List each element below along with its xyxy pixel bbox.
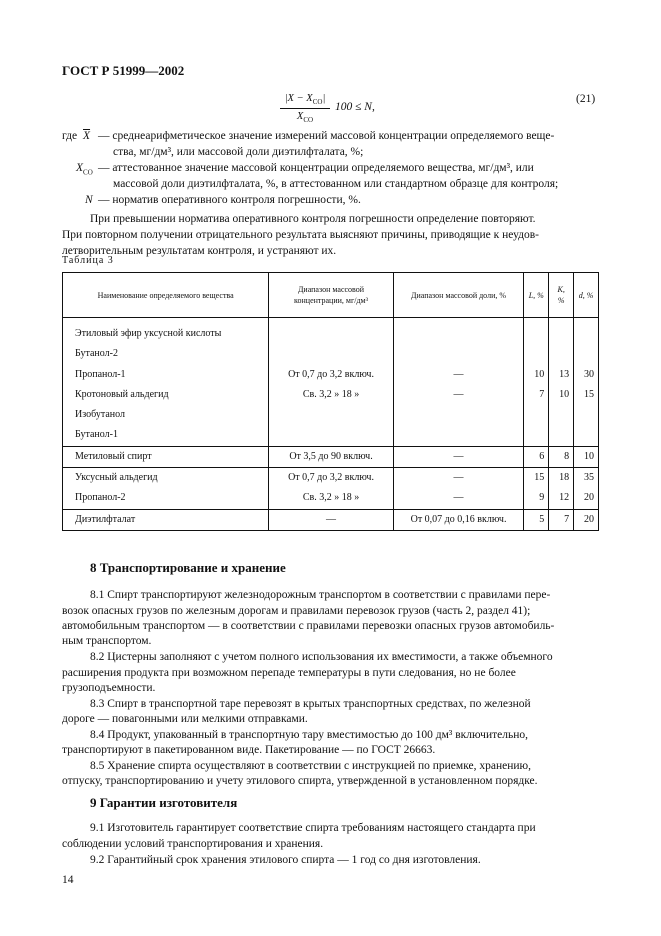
s8-line: возок опасных грузов по железным дорогам и правилами перевозок грузов (часть 2, раздел 41); <box>62 605 531 617</box>
section-9-title: 9 Гарантии изготовителя <box>90 795 238 810</box>
cell-fraction <box>393 425 524 446</box>
table-row <box>63 344 599 364</box>
cell-k: 7 <box>549 509 574 530</box>
cell-concentration: Св. 3,2 » 18 » <box>269 385 393 405</box>
formula-number: (21) <box>576 93 596 105</box>
cell-substance: Этиловый эфир уксусной кислоты <box>63 318 269 345</box>
cell-concentration: Св. 3,2 » 18 » <box>269 488 393 509</box>
cell-substance: Пропанол-1 <box>63 365 269 385</box>
header-concentration: Диапазон массовой концентрации, мг/дм³ <box>269 273 393 318</box>
page-number: 14 <box>62 874 74 886</box>
cell-d <box>574 425 599 446</box>
cell-fraction: — <box>393 365 524 385</box>
cell-fraction <box>393 318 524 345</box>
table-row <box>63 318 599 345</box>
cell-l <box>524 344 549 364</box>
cell-l <box>524 425 549 446</box>
cell-l: 6 <box>524 446 549 467</box>
cell-concentration: От 0,7 до 3,2 включ. <box>269 468 393 489</box>
cell-d <box>574 318 599 345</box>
cell-substance: Диэтилфталат <box>63 509 269 530</box>
cell-concentration <box>269 425 393 446</box>
header-fraction: Диапазон массовой доли, % <box>393 273 524 318</box>
formula-denominator: $X_{СО}$ <box>296 111 314 125</box>
table-row <box>63 446 599 467</box>
cell-d <box>574 344 599 364</box>
cell-l: 9 <box>524 488 549 509</box>
table-row <box>63 468 599 489</box>
s8-line: 8.3 Спирт в транспортной таре перевозят в крытых транспортных средствах, по железной <box>90 698 531 710</box>
cell-fraction: — <box>393 468 524 489</box>
formula-rest: 100 ≤ N, <box>335 101 375 113</box>
cell-concentration: От 3,5 до 90 включ. <box>269 446 393 467</box>
header-substance: Наименование определяемого вещества <box>63 273 269 318</box>
table-row <box>63 405 599 425</box>
s8-line: 8.4 Продукт, упакованный в транспортную тару вместимостью до 100 дм³ включительно, <box>90 729 528 741</box>
cell-d: 30 <box>574 365 599 385</box>
def-n-symbol: N <box>85 194 93 206</box>
cell-k: 18 <box>549 468 574 489</box>
document-header: ГОСТ Р 51999—2002 <box>62 63 185 78</box>
cell-l <box>524 405 549 425</box>
def-x-symbol: $\overline{X}$ <box>83 130 91 142</box>
s8-line: 8.5 Хранение спирта осуществляют в соответствии с инструкцией по приемке, хранению, <box>90 760 531 772</box>
cell-d: 10 <box>574 446 599 467</box>
cell-d: 20 <box>574 509 599 530</box>
cell-k <box>549 425 574 446</box>
s8-line: ным транспортом. <box>62 635 152 647</box>
cell-substance: Пропанол-2 <box>63 488 269 509</box>
cell-l: 10 <box>524 365 549 385</box>
section-8-title: 8 Транспортирование и хранение <box>90 560 286 575</box>
cell-l: 5 <box>524 509 549 530</box>
def-where: где <box>62 130 78 142</box>
cell-d <box>574 405 599 425</box>
cell-k: 12 <box>549 488 574 509</box>
header-l: L, % <box>524 273 549 318</box>
def-x-line1: — среднеарифметическое значение измерений массовой концентрации определяемого веще- <box>98 130 555 142</box>
def-n-line: — норматив оперативного контроля погрешности, %. <box>98 194 361 206</box>
cell-concentration: От 0,7 до 3,2 включ. <box>269 365 393 385</box>
s8-line: транспортируют в пакетированном виде. Пакетирование — по ГОСТ 26663. <box>62 744 436 756</box>
header-d: d, % <box>574 273 599 318</box>
s8-line: расширения продукта при возможном перепаде температуры в пути следования, но не более <box>62 667 516 679</box>
cell-concentration <box>269 344 393 364</box>
para1-line1: При превышении норматива оперативного контроля погрешности определение повторяют. <box>90 213 536 225</box>
cell-l <box>524 318 549 345</box>
cell-fraction: — <box>393 488 524 509</box>
cell-l: 15 <box>524 468 549 489</box>
formula-fraction <box>280 93 330 124</box>
s9-line: соблюдении условий транспортирования и хранения. <box>62 838 324 850</box>
header-k: K, % <box>549 273 574 318</box>
cell-d: 15 <box>574 385 599 405</box>
cell-d: 35 <box>574 468 599 489</box>
cell-substance: Кротоновый альдегид <box>63 385 269 405</box>
cell-k <box>549 405 574 425</box>
table-caption: Таблица 3 <box>62 255 114 266</box>
table-header-row <box>63 273 599 318</box>
def-x-line2: ства, мг/дм³, или массовой доли диэтилфталата, %; <box>113 146 364 158</box>
cell-fraction: От 0,07 до 0,16 включ. <box>393 509 524 530</box>
cell-l: 7 <box>524 385 549 405</box>
cell-substance: Уксусный альдегид <box>63 468 269 489</box>
cell-fraction <box>393 405 524 425</box>
cell-k <box>549 318 574 345</box>
s8-line: дороге — повагонными или мелкими отправками. <box>62 713 308 725</box>
cell-substance: Изобутанол <box>63 405 269 425</box>
s9-line: 9.1 Изготовитель гарантирует соответствие спирта требованиям настоящего стандарта при <box>90 822 536 834</box>
substances-table <box>62 272 599 531</box>
cell-substance: Бутанол-1 <box>63 425 269 446</box>
cell-substance: Метиловый спирт <box>63 446 269 467</box>
table-row <box>63 425 599 446</box>
cell-substance: Бутанол-2 <box>63 344 269 364</box>
cell-fraction: — <box>393 446 524 467</box>
s9-line: 9.2 Гарантийный срок хранения этилового спирта — 1 год со дня изготовления. <box>90 854 481 866</box>
s8-line: автомобильным транспортом — в соответствии с правилами перевозки опасных грузов автомобиль- <box>62 620 555 632</box>
cell-k <box>549 344 574 364</box>
table-row <box>63 365 599 385</box>
cell-fraction: — <box>393 385 524 405</box>
para1-line3: летворительным результатам контроля, и устраняют их. <box>62 245 337 257</box>
s8-line: грузоподъемности. <box>62 682 156 694</box>
def-xco-symbol: $X_{СО}$ <box>76 162 93 177</box>
def-xco-line2: массовой доли диэтилфталата, %, в аттестованном или стандартном образце для контроля; <box>113 178 559 190</box>
cell-d: 20 <box>574 488 599 509</box>
s8-line: 8.2 Цистерны заполняют с учетом полного использования их вместимости, а также объемного <box>90 651 553 663</box>
table-row <box>63 385 599 405</box>
cell-k: 8 <box>549 446 574 467</box>
cell-concentration <box>269 405 393 425</box>
s8-line: 8.1 Спирт транспортируют железнодорожным транспортом в соответствии с правилами пере- <box>90 589 551 601</box>
def-xco-line1: — аттестованное значение массовой концентрации определяемого вещества, мг/дм³, или <box>98 162 534 174</box>
cell-fraction <box>393 344 524 364</box>
table-row <box>63 509 599 530</box>
cell-concentration: — <box>269 509 393 530</box>
s8-line: отпуску, транспортированию и учету этилового спирта, утвержденной в установленном порядке. <box>62 775 538 787</box>
cell-k: 13 <box>549 365 574 385</box>
formula-numerator: $|X - X_{СО}|$ <box>280 93 330 109</box>
table-row <box>63 488 599 509</box>
para1-line2: При повторном получении отрицательного результата выясняют причины, приводящие к неудов- <box>62 229 539 241</box>
cell-k: 10 <box>549 385 574 405</box>
cell-concentration <box>269 318 393 345</box>
